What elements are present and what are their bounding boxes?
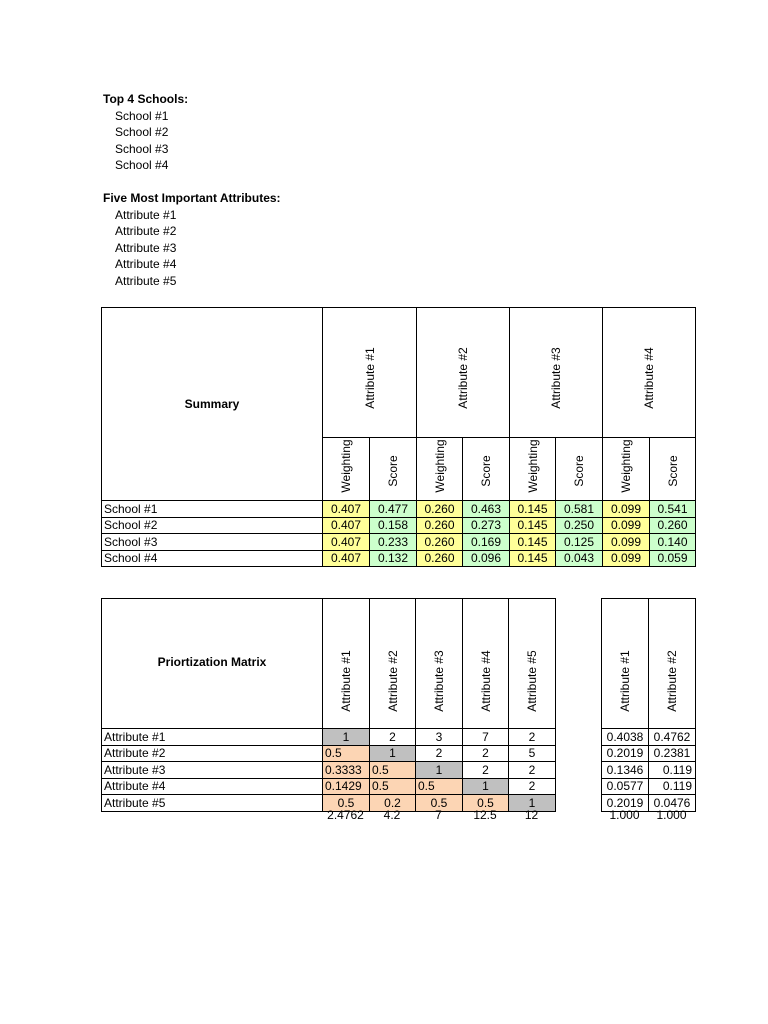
score-label: Score [479,455,493,487]
weighting-header [603,438,650,501]
score-cell: 0.250 [556,517,603,534]
weighting-cell: 0.407 [323,550,370,567]
weighting-cell: 0.099 [603,534,650,551]
summary-row [102,534,696,551]
matrix-cell: 0.1429 [323,778,370,795]
summary-group-label: Attribute #1 [362,347,377,409]
normalized-total: 1.000 [609,808,640,822]
row-label: Attribute #2 [102,745,323,762]
matrix-cell: 1 [509,795,556,812]
matrix-cell: 3 [416,729,463,746]
weighting-header [417,438,463,501]
score-cell: 0.169 [463,534,510,551]
summary-row [102,550,696,567]
weighting-label: Weighting [339,439,353,493]
row-label: School #2 [102,517,323,534]
normalized-row [602,778,696,795]
matrix-cell: 0.5 [416,795,463,812]
matrix-row [102,762,556,779]
matrix-col-header [509,599,556,729]
weighting-label: Weighting [432,439,447,493]
matrix-cell: 2 [463,762,509,779]
normalized-row [602,729,696,746]
normalized-col-header [602,599,649,729]
normalized-row [602,762,696,779]
matrix-cell: 0.5 [323,745,370,762]
matrix-total: 12 [524,808,539,822]
normalized-row [602,745,696,762]
matrix-cell: 5 [509,745,556,762]
prioritization-matrix [101,598,556,812]
summary-table [101,307,696,567]
normalized-cell: 0.4762 [649,729,696,746]
top-schools-header: Top 4 Schools: [103,92,189,106]
attribute-item: Attribute #4 [115,257,177,271]
weighting-cell: 0.145 [510,534,556,551]
attribute-item: Attribute #2 [115,224,177,238]
matrix-title: Priortization Matrix [102,599,323,729]
normalized-cell: 0.0476 [649,795,696,812]
weighting-cell: 0.260 [417,501,463,518]
row-label: Attribute #1 [102,729,323,746]
matrix-cell: 1 [323,729,370,746]
weighting-cell: 0.407 [323,501,370,518]
matrix-cell: 2 [370,729,416,746]
weighting-cell: 0.099 [603,550,650,567]
matrix-total: 12.5 [473,808,497,822]
score-cell: 0.273 [463,517,510,534]
normalized-cell: 0.2381 [649,745,696,762]
summary-row [102,517,696,534]
summary-group-header [510,308,603,438]
matrix-col-header [416,599,463,729]
school-item: School #4 [115,158,169,172]
normalized-table [601,598,696,812]
matrix-cell: 1 [463,778,509,795]
weighting-cell: 0.099 [603,517,650,534]
score-cell: 0.059 [650,550,696,567]
row-label: Attribute #3 [102,762,323,779]
normalized-cell: 0.119 [649,762,696,779]
score-cell: 0.096 [463,550,510,567]
weighting-cell: 0.099 [603,501,650,518]
school-item: School #2 [115,125,169,139]
attribute-item: Attribute #5 [115,273,177,288]
matrix-cell: 2 [509,762,556,779]
weighting-cell: 0.145 [510,550,556,567]
score-cell: 0.581 [556,501,603,518]
top-schools-block [103,91,188,174]
summary-group-header [417,308,510,438]
summary-group-label: Attribute #4 [642,347,656,409]
row-label: Attribute #5 [102,795,323,812]
attributes-header: Five Most Important Attributes: [103,191,281,205]
score-cell: 0.477 [370,501,417,518]
matrix-cell: 2 [509,729,556,746]
row-label: Attribute #4 [102,778,323,795]
score-cell: 0.125 [556,534,603,551]
normalized-col-header [649,599,696,729]
matrix-cell: 0.5 [323,795,370,812]
score-header [650,438,696,501]
normalized-cell: 0.4038 [602,729,649,746]
score-cell: 0.233 [370,534,417,551]
summary-group-label: Attribute #2 [456,347,470,409]
matrix-cell: 0.5 [370,762,416,779]
matrix-col-label: Attribute #5 [525,650,539,712]
score-cell: 0.541 [650,501,696,518]
matrix-cell: 2 [416,745,463,762]
matrix-col-label: Attribute #4 [478,650,493,712]
score-cell: 0.043 [556,550,603,567]
matrix-cell: 0.5 [370,778,416,795]
normalized-cell: 0.2019 [602,795,649,812]
weighting-cell: 0.260 [417,534,463,551]
matrix-col-header [463,599,509,729]
score-cell: 0.132 [370,550,417,567]
normalized-col-label: Attribute #2 [665,650,679,712]
weighting-cell: 0.260 [417,517,463,534]
normalized-cell: 0.0577 [602,778,649,795]
matrix-col-label: Attribute #3 [432,650,446,712]
score-label: Score [665,455,680,487]
score-header [556,438,603,501]
attribute-item: Attribute #1 [115,207,177,222]
summary-group-header [323,308,417,438]
matrix-total: 4.2 [383,808,401,822]
normalized-cell: 0.2019 [602,745,649,762]
normalized-cell: 0.1346 [602,762,649,779]
score-cell: 0.260 [650,517,696,534]
summary-title: Summary [102,308,323,501]
matrix-col-header [370,599,416,729]
matrix-cell: 0.3333 [323,762,370,779]
row-label: School #4 [102,550,323,567]
matrix-cell: 0.5 [463,795,509,812]
score-label: Score [386,455,400,487]
score-cell: 0.140 [650,534,696,551]
weighting-header [323,438,370,501]
score-header [463,438,510,501]
matrix-row [102,729,556,746]
summary-group-header [603,308,696,438]
matrix-cell: 0.2 [370,795,416,812]
score-header [370,438,417,501]
school-item: School #1 [115,108,169,123]
weighting-label: Weighting [525,439,540,493]
matrix-cell: 2 [509,778,556,795]
attribute-item: Attribute #3 [115,240,177,255]
matrix-col-label: Attribute #1 [339,650,353,712]
weighting-header [510,438,556,501]
row-label: School #1 [102,501,323,518]
matrix-row [102,745,556,762]
weighting-cell: 0.145 [510,517,556,534]
matrix-cell: 7 [463,729,509,746]
row-label: School #3 [102,534,323,551]
normalized-cell: 0.119 [649,778,696,795]
normalized-total: 1.000 [656,808,687,822]
weighting-label: Weighting [619,439,633,493]
school-item: School #3 [115,141,169,156]
normalized-col-label: Attribute #1 [618,650,632,712]
matrix-cell: 1 [370,745,416,762]
weighting-cell: 0.260 [417,550,463,567]
matrix-cell: 1 [416,762,463,779]
top-attributes-block [103,190,281,289]
summary-row [102,501,696,518]
weighting-cell: 0.407 [323,534,370,551]
matrix-cell: 0.5 [416,778,463,795]
weighting-cell: 0.145 [510,501,556,518]
matrix-total: 7 [435,808,442,822]
score-cell: 0.463 [463,501,510,518]
matrix-col-header [323,599,370,729]
weighting-cell: 0.407 [323,517,370,534]
matrix-total: 2.4762 [327,808,364,822]
summary-group-label: Attribute #3 [549,347,563,409]
score-cell: 0.158 [370,517,417,534]
matrix-row [102,778,556,795]
score-label: Score [572,455,586,487]
matrix-cell: 2 [463,745,509,762]
matrix-col-label: Attribute #2 [385,650,400,712]
